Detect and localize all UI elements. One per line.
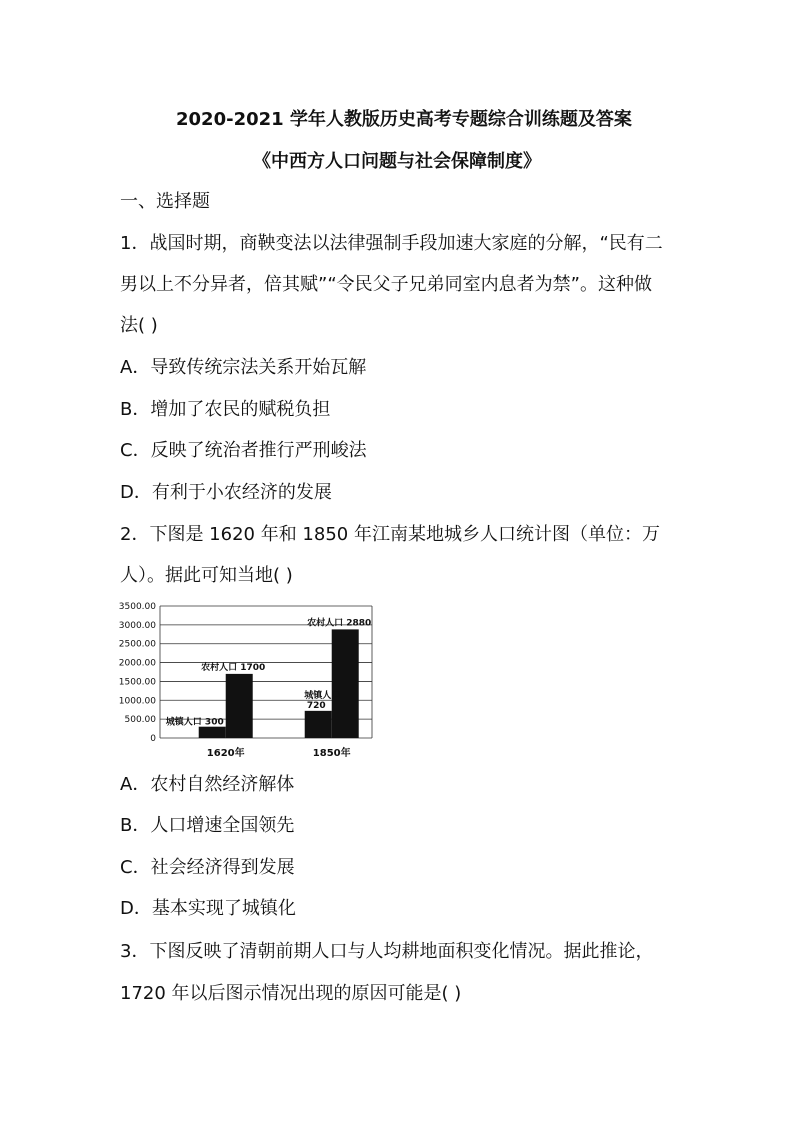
question-2-line-1: 2．下图是 1620 年和 1850 年江南某地城乡人口统计图（单位：万 xyxy=(120,524,660,545)
y-tick-label: 3000.00 xyxy=(118,620,156,631)
question-1-line-2: 男以上不分异者，倍其赋”“令民父子兄弟同室内息者为禁”。这种做 xyxy=(120,274,652,295)
document-title: 2020-2021 学年人教版历史高考专题综合训练题及答案 xyxy=(176,109,632,130)
question-1-option-a: A．导致传统宗法关系开始瓦解 xyxy=(120,357,367,378)
question-2-option-b: B．人口增速全国领先 xyxy=(120,815,295,836)
x-tick-label: 1620年 xyxy=(206,748,245,759)
question-2-option-d: D．基本实现了城镇化 xyxy=(120,898,296,919)
x-tick-label: 1850年 xyxy=(312,748,351,759)
question-1-line-1: 1．战国时期，商鞅变法以法律强制手段加速大家庭的分解，“民有二 xyxy=(120,233,663,254)
question-2-line-2: 人）。据此可知当地( ) xyxy=(120,565,293,586)
y-tick-label: 3500.00 xyxy=(118,602,156,612)
section-heading: 一、选择题 xyxy=(120,191,210,212)
y-tick-label: 1500.00 xyxy=(118,677,156,688)
y-tick-label: 500.00 xyxy=(124,715,156,726)
question-1-option-b: B．增加了农民的赋税负担 xyxy=(120,399,331,420)
y-tick-label: 2500.00 xyxy=(118,639,156,650)
bar-0-0 xyxy=(199,727,226,738)
bar-0-1 xyxy=(305,711,332,738)
document-subtitle: 《中西方人口问题与社会保障制度》 xyxy=(253,151,541,172)
question-1-option-d: D．有利于小农经济的发展 xyxy=(120,482,332,503)
data-label: 农村人口 2880 xyxy=(307,618,372,629)
question-2-option-a: A．农村自然经济解体 xyxy=(120,774,295,795)
question-1-line-3: 法( ) xyxy=(120,315,158,336)
question-3-line-2: 1720 年以后图示情况出现的原因可能是( ) xyxy=(120,983,462,1004)
population-bar-chart xyxy=(112,598,382,763)
data-label: 720 xyxy=(306,700,326,711)
data-label: 农村人口 1700 xyxy=(201,662,266,673)
data-label: 城镇人口 300 xyxy=(165,717,224,728)
y-tick-label: 0 xyxy=(150,734,156,744)
data-label: 城镇人口 xyxy=(304,690,341,701)
question-3-line-1: 3．下图反映了清朝前期人口与人均耕地面积变化情况。据此推论， xyxy=(120,941,654,962)
question-2-option-c: C．社会经济得到发展 xyxy=(120,857,295,878)
y-tick-label: 1000.00 xyxy=(118,696,156,707)
bar-1-1 xyxy=(332,629,359,738)
question-1-option-c: C．反映了统治者推行严刑峻法 xyxy=(120,440,367,461)
bar-1-0 xyxy=(226,674,253,738)
y-tick-label: 2000.00 xyxy=(118,658,156,669)
